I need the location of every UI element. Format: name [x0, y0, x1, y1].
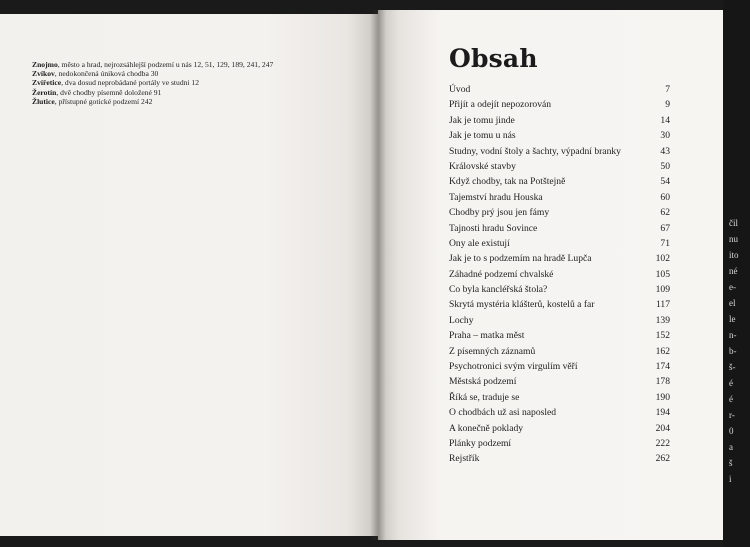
edge-fragment: š-	[729, 362, 736, 372]
edge-fragment: r-	[729, 410, 735, 420]
toc-label: Tajnosti hradu Sovince	[449, 222, 538, 234]
toc-row	[449, 251, 670, 266]
toc-label: Říká se, traduje se	[449, 391, 520, 403]
toc-row	[449, 344, 670, 359]
toc-row	[449, 390, 670, 405]
toc-page-number: 190	[655, 391, 670, 403]
toc-label: Jak je to s podzemím na hradě Lupča	[449, 253, 592, 265]
index-entry	[32, 78, 332, 87]
edge-fragment: e-	[729, 282, 736, 292]
toc-label: Tajemství hradu Houska	[449, 191, 543, 203]
toc-row	[449, 328, 670, 343]
toc-row	[449, 451, 670, 466]
toc-row	[449, 282, 670, 297]
toc-page-number: 9	[665, 99, 670, 111]
toc-row	[449, 313, 670, 328]
toc-row	[449, 144, 670, 159]
toc-row	[449, 267, 670, 282]
toc-label: Skrytá mystéria klášterů, kostelů a far	[449, 299, 595, 311]
edge-fragment: a	[729, 442, 733, 452]
edge-fragment: le	[729, 314, 736, 324]
toc-page-number: 194	[655, 407, 670, 419]
toc-label: Co byla kancléřská štola?	[449, 284, 548, 296]
toc-label: Lochy	[449, 314, 474, 326]
table-of-contents	[449, 82, 670, 467]
toc-row	[449, 113, 670, 128]
index-entry-text: , město a hrad, nejrozsáhlejší podzemí u nás 12, 51, 129, 189, 241, 247	[57, 60, 274, 69]
index-entry-head: Znojmo	[32, 60, 58, 69]
toc-row	[449, 436, 670, 451]
toc-label: Studny, vodní štoly a šachty, výpadní branky	[449, 145, 621, 157]
edge-fragment: čil	[729, 218, 738, 228]
index-entry-head: Zvíkov	[32, 69, 55, 79]
index-entry-head: Zvířetice	[32, 78, 62, 88]
book-gutter	[370, 10, 386, 540]
toc-page-number: 222	[655, 437, 670, 449]
index-entry	[32, 69, 332, 78]
edge-fragment: i	[729, 474, 732, 484]
toc-label: Psychotronici svým virgulím věří	[449, 361, 578, 373]
toc-page-number: 14	[660, 114, 670, 126]
toc-row	[449, 97, 670, 112]
toc-label: O chodbách už asi naposled	[449, 407, 557, 419]
index-entry-head: Žlutice	[32, 96, 55, 106]
toc-page-number: 71	[660, 237, 670, 249]
toc-page-number: 178	[655, 376, 670, 388]
toc-row	[449, 359, 670, 374]
toc-label: Praha – matka měst	[449, 330, 525, 342]
toc-page-number: 102	[655, 253, 670, 265]
toc-page-number: 162	[655, 345, 670, 357]
toc-row	[449, 221, 670, 236]
edge-fragment: n-	[729, 330, 737, 340]
toc-page-number: 139	[655, 314, 670, 326]
toc-label: Když chodby, tak na Potštejně	[449, 176, 566, 188]
index-entry-text: , přístupné gotické podzemí 242	[54, 96, 153, 106]
toc-page-number: 30	[660, 130, 670, 142]
edge-fragment: né	[729, 266, 738, 276]
index-list	[32, 60, 332, 106]
toc-row	[449, 421, 670, 436]
edge-fragment: ito	[729, 250, 739, 260]
index-entry	[32, 97, 332, 106]
toc-page-number: 67	[660, 222, 670, 234]
toc-page-number: 204	[655, 422, 670, 434]
toc-page-number: 117	[655, 299, 670, 311]
toc-row	[449, 374, 670, 389]
page-title: Obsah	[449, 44, 538, 73]
toc-row	[449, 405, 670, 420]
edge-fragment: b-	[729, 346, 737, 356]
toc-row	[449, 128, 670, 143]
edge-fragment: š	[729, 458, 733, 468]
edge-fragment: nu	[729, 234, 738, 244]
toc-row	[449, 174, 670, 189]
toc-page-number: 105	[655, 268, 670, 280]
index-entry-text: , dva dosud neprobádané portály ve studni 12	[61, 78, 200, 88]
toc-row	[449, 205, 670, 220]
toc-page-number: 152	[655, 330, 670, 342]
toc-label: Z písemných záznamů	[449, 345, 536, 357]
toc-label: Úvod	[449, 84, 471, 95]
toc-row	[449, 297, 670, 312]
toc-label: Městská podzemí	[449, 376, 517, 388]
edge-fragment: el	[729, 298, 736, 308]
index-entry	[32, 88, 332, 97]
toc-label: Rejstřík	[449, 453, 480, 465]
index-entry-text: , dvě chodby písemně doložené 91	[56, 87, 162, 97]
toc-row	[449, 82, 670, 97]
toc-row	[449, 159, 670, 174]
toc-page-number: 62	[660, 207, 670, 219]
toc-label: Jak je tomu u nás	[449, 130, 516, 142]
toc-page-number: 50	[660, 160, 670, 172]
toc-label: A konečně poklady	[449, 422, 524, 434]
toc-row	[449, 236, 670, 251]
index-entry-head: Žerotín	[32, 87, 57, 97]
toc-page-number: 174	[655, 361, 670, 373]
toc-page-number: 60	[660, 191, 670, 203]
toc-label: Záhadné podzemí chvalské	[449, 268, 554, 280]
toc-label: Královské stavby	[449, 160, 516, 172]
toc-row	[449, 190, 670, 205]
background-edge	[723, 0, 750, 547]
toc-page-number: 109	[655, 284, 670, 296]
index-entry-text: , nedokončená úniková chodba 30	[54, 69, 159, 79]
edge-fragment: é	[729, 378, 733, 388]
toc-label: Jak je tomu jinde	[449, 114, 515, 126]
toc-page-number: 7	[665, 84, 670, 95]
toc-label: Plánky podzemí	[449, 437, 512, 449]
edge-fragment: 0	[729, 426, 734, 436]
toc-label: Přijít a odejít nepozorován	[449, 99, 552, 111]
toc-page-number: 43	[660, 145, 670, 157]
toc-page-number: 54	[660, 176, 670, 188]
edge-fragment: é	[729, 394, 733, 404]
index-entry	[32, 60, 332, 69]
toc-page-number: 262	[655, 453, 670, 465]
toc-label: Ony ale existují	[449, 237, 510, 249]
toc-label: Chodby prý jsou jen fámy	[449, 207, 550, 219]
